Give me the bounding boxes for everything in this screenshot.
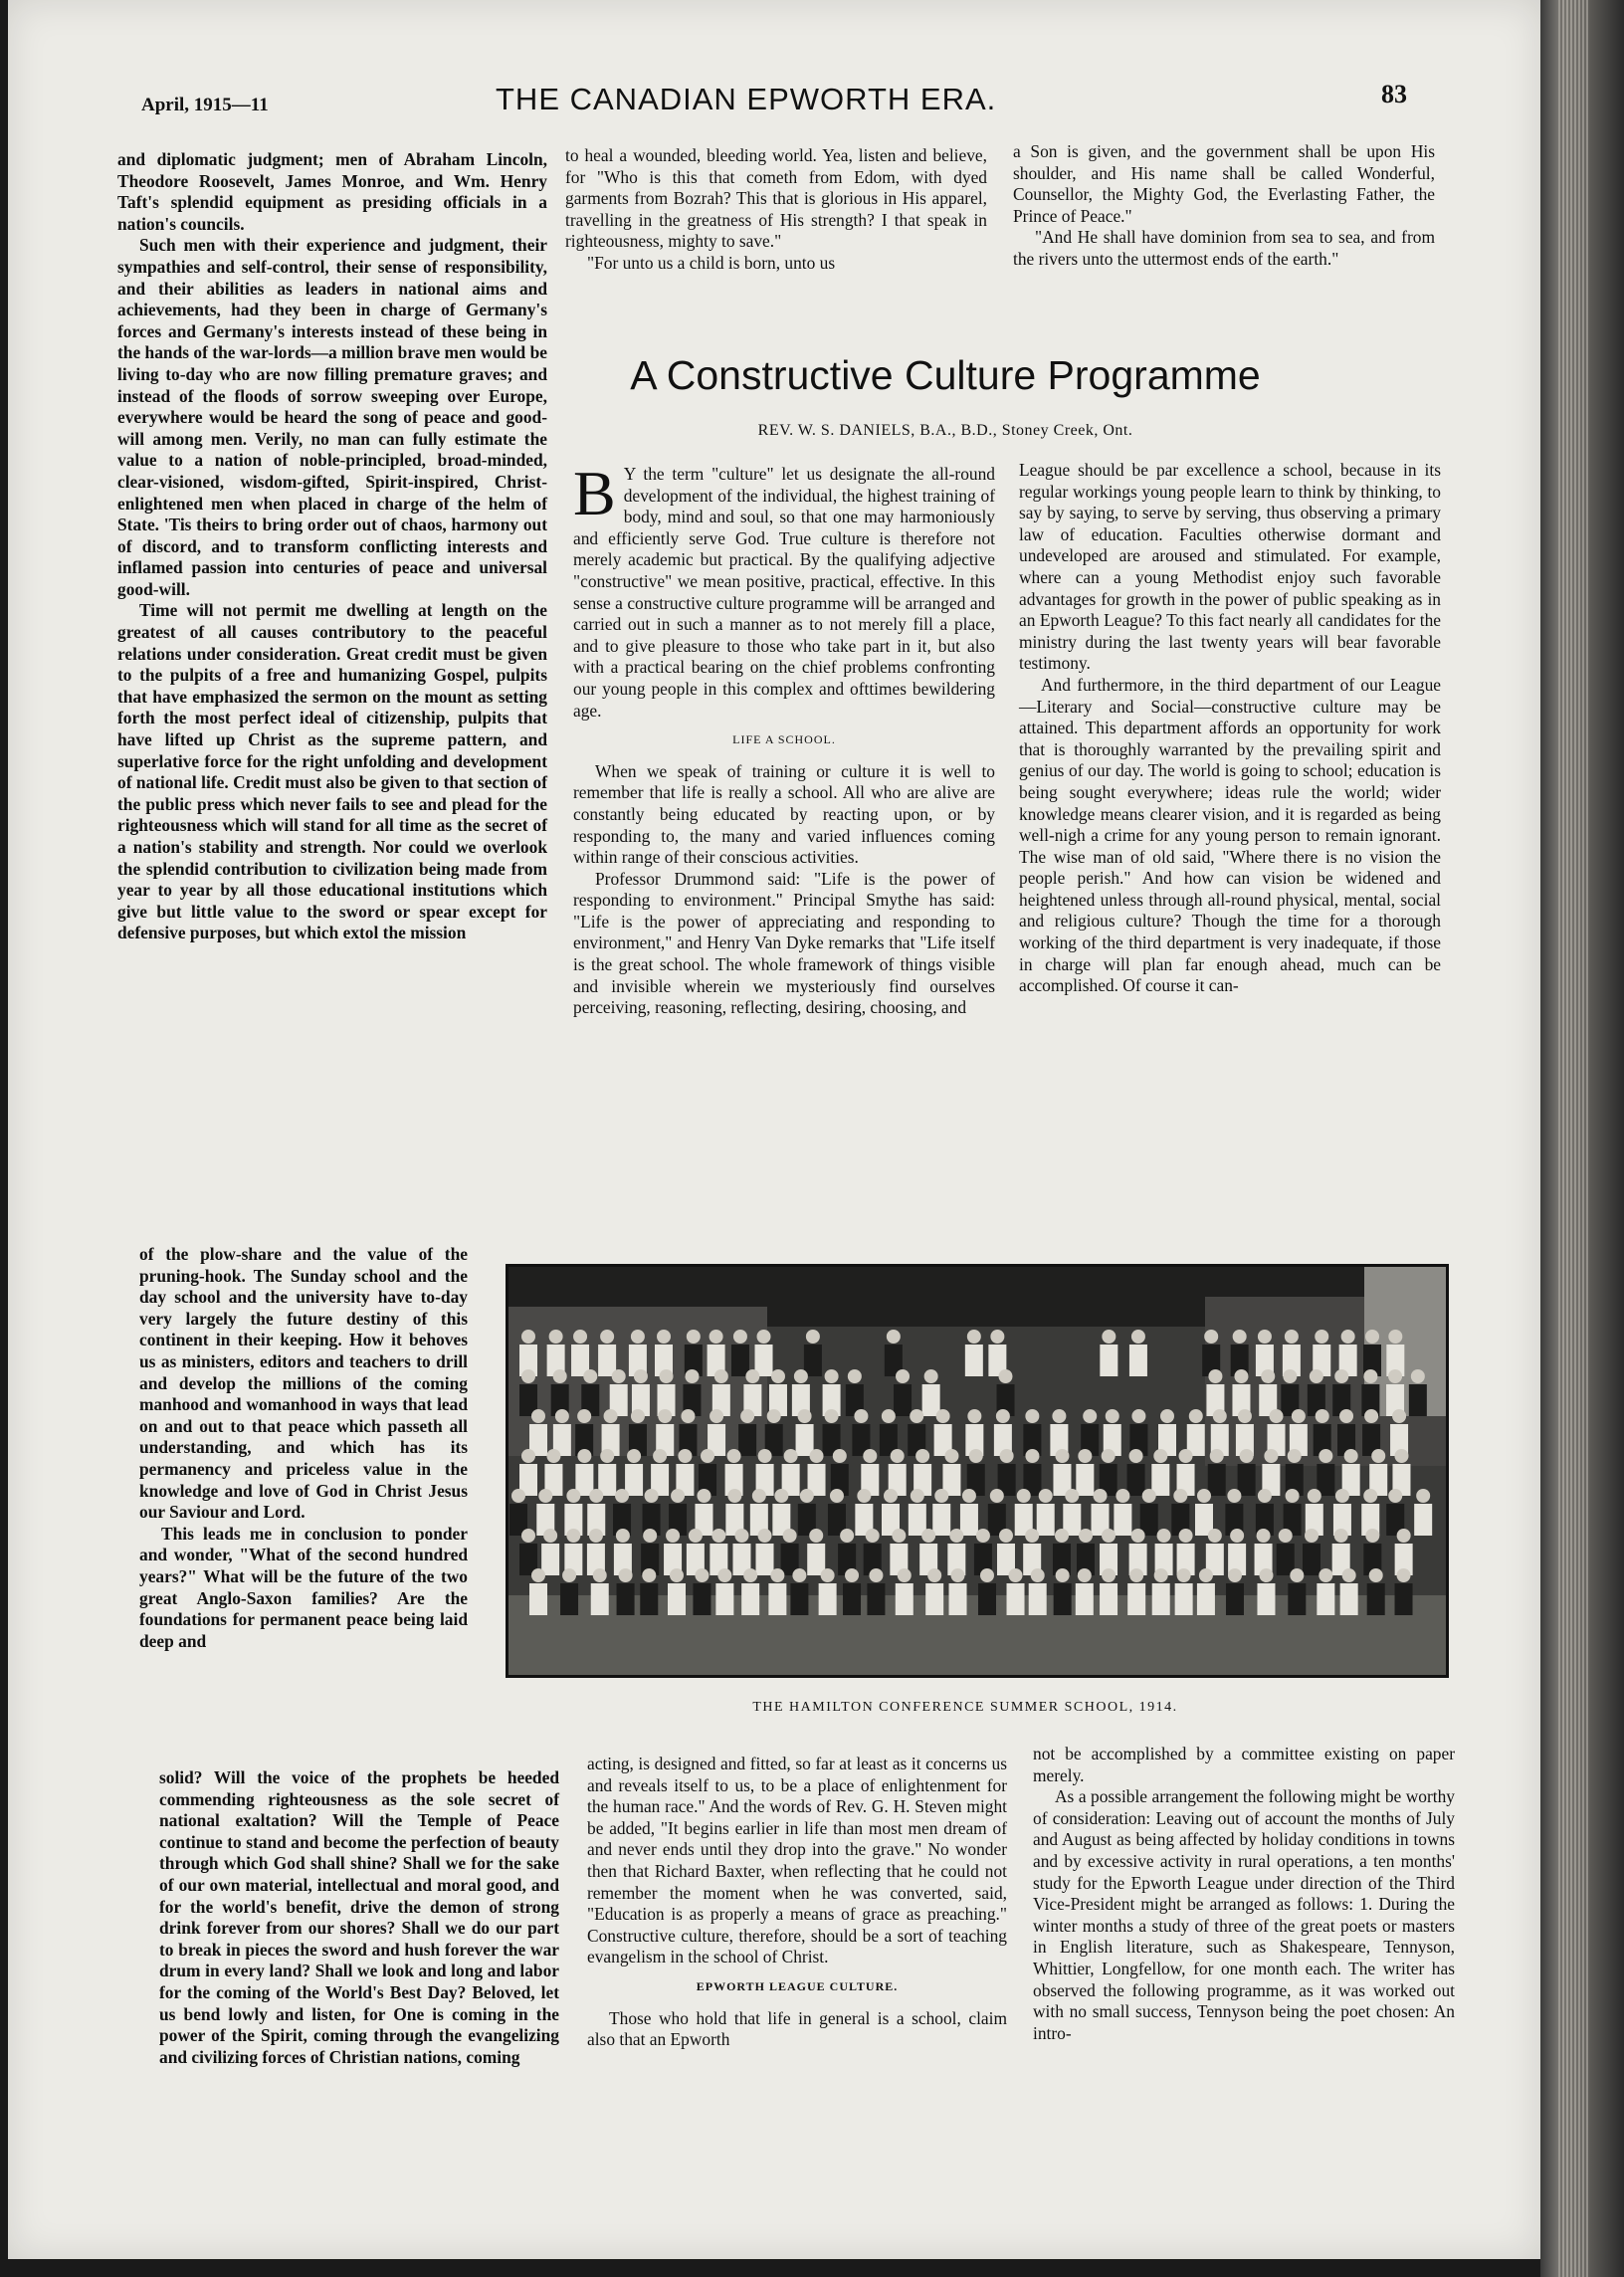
intro-text: Y the term "culture" let us designate the all-round development of the individual, the highest training of body, mind and soul, so that one may harmoniously and efficiently serve God. True culture is therefore not merely academic but practical. By the qualifying adjective "constructive" we mean positive, practical, effective. In this sense a constructive culture programme will be arranged and carried out in such a manner as to not merely fill a place, and to give pleasure to those who take part in it, but also with a practical bearing on the chief problems confronting our young people in this complex and ofttimes bewildering age. [573,464,995,721]
paragraph: and diplomatic judgment; men of Abraham Lincoln, Theodore Roosevelt, James Monroe, and Wm. Henry Taft's splendid equipment as presiding officials in a nation's councils. [117,149,547,234]
left-column-narrow [139,1244,468,1652]
issue-date: April, 1915—11 [141,95,269,115]
article-column-c [587,1754,1007,2051]
subheading: LIFE A SCHOOL. [732,732,836,747]
top-middle-column [565,145,987,275]
paragraph: Such men with their experience and judgment, their sympathies and self-control, their sense of responsibility, and their abilities as leaders in national aims and achievements, had they been in charge of Germany's forces and Germany's interests instead of these being in the hands of the war-lords—a million brave men would be living to-day who are now filling premature graves; and instead of the floods of sorrow sweeping over Europe, everywhere would be heard the song of peace and good-will among men. Verily, no man can fully estimate the value to a nation of noble-principled, broad-minded, clear-visioned, wisdom-gifted, Spirit-inspired, Christ-enlightened men when placed in charge of the helm of State. 'Tis theirs to bring order out of chaos, harmony out of discord, and to transform conflicting interests and inflamed passion into centuries of peace and universal good-will. [117,235,547,599]
article-column-d [1033,1744,1455,2044]
paragraph: to heal a wounded, bleeding world. Yea, listen and believe, for "Who is this that cometh from Edom, with dyed garments from Bozrah? This that is glorious in His apparel, travelling in the greatness of His strength? I that speak in righteousness, mighty to save." [565,145,987,252]
paragraph: Time will not permit me dwelling at length on the greatest of all causes contributory to the peaceful relations under consideration. Great credit must be given to the pulpits of a free and humanizing Gospel, pulpits that have emphasized the sermon on the mount as setting forth the most perfect ideal of citizenship, pulpits that have lifted up Christ as the supreme pattern, and superlative force for the right unfolding and development of national life. Credit must also be given to that section of the public press which never fails to see and plead for the righteousness which will stand for all time as the secret of a nation's stability and strength. Nor could we overlook the splendid contribution to civilization being made from year to year by all those educational institutions which give but little value to the sword or spear except for defensive purposes, but which extol the mission [117,600,547,943]
paragraph: Those who hold that life in general is a school, claim also that an Epworth [587,2007,1007,2050]
article-column-a [573,458,995,1019]
paragraph: "And He shall have dominion from sea to sea, and from the rivers unto the uttermost ends of the earth." [1013,227,1435,269]
paragraph: This leads me in conclusion to ponder and wonder, "What of the second hundred years?" What will be the future of the two great Anglo-Saxon families? Are the foundations for permanent peace being laid deep and [139,1523,468,1651]
paragraph: And furthermore, in the third department of our League—Literary and Social—constructive culture may be attained. This department affords an opportunity for work that is thoroughly warranted by the prevailing spirit and genius of our day. The world is going to school; education is being sought everywhere; ideas rule the world; wider knowledge means clearer vision, and it is regarded as being well-nigh a crime for any young person to remain ignorant. The wise man of old said, "Where there is no vision the people perish." And how can vision be widened and heightened unless through all-round physical, mental, social and religious culture? Though the time for a thorough working of the third department is very inadequate, if those in charge will plan far enough ahead, much can be accomplished. Of course it can- [1019,674,1441,996]
intro-paragraph [573,458,995,722]
book-spine [1540,0,1624,2277]
top-right-column [1013,141,1435,271]
group-photo [506,1264,1449,1678]
article-title: A Constructive Culture Programme [630,352,1261,398]
article-byline: REV. W. S. DANIELS, B.A., B.D., Stoney Creek, Ont. [757,422,1133,439]
paragraph: solid? Will the voice of the prophets be heeded commending righteousness as the sole secret of national exaltation? Will the Temple of Peace continue to stand and become the perfection of beauty through which God shall shine? Shall we for the sake of our own material, intellectual and moral good, and for the world's benefit, drive the demon of strong drink forever from our shores? Shall we do our part to break in pieces the sword and hush forever the war drum in every land? Shall we look and long and labor for the coming of the World's Best Day? Beloved, let us bend lowly and listen, for One is coming in the power of the Spirit, coming through the evangelizing and civilizing forces of Christian nations, coming [159,1767,559,2067]
page-number: 83 [1381,80,1407,108]
article-column-b [1019,460,1441,997]
paragraph: League should be par excellence a school, because in its regular workings young people learn to think by thinking, to say by saying, to serve by serving, thus observing a primary law of education. Faculties otherwise dormant and undeveloped are aroused and stimulated. For example, where can a young Methodist enjoy such favorable advantages for growth in the power of public speaking as in an Epworth League? To this fact nearly all candidates for the ministry during the last twenty years will bear favorable testimony. [1019,460,1441,674]
paragraph: acting, is designed and fitted, so far at least as it concerns us and reveals itself to us, to be a place of enlightenment for the human race." And the words of Rev. G. H. Steven might be added, "It begins earlier in life than most men dream of and never ends until they drop into the grave." No wonder then that Richard Baxter, when reflecting that he could not remember the moment when he was converted, said, "Education is as properly a means of grace as preaching." Constructive culture, therefore, should be a sort of teaching evangelism in the school of Christ. [587,1754,1007,1967]
paragraph: When we speak of training or culture it is well to remember that life is really a school. All who are alive are constantly being educated by reacting upon, or by responding to, the many and varied influences coming within range of their conscious activities. [573,760,995,868]
paragraph: a Son is given, and the government shall be upon His shoulder, and His name shall be called Wonderful, Counsellor, the Mighty God, the Everlasting Father, the Prince of Peace." [1013,141,1435,226]
paragraph: Professor Drummond said: "Life is the power of responding to environment." Principal Smythe has said: "Life is the power of appreciating and responding to environment," and Henry Van Dyke remarks that "Life itself is the great school. The whole framework of things visible and invisible wherein we mysteriously find ourselves perceiving, reasoning, reflecting, desiring, choosing, and [573,868,995,1018]
left-column-bottom [159,1767,559,2068]
paragraph: of the plow-share and the value of the pruning-hook. The Sunday school and the day school and the university have to-day very largely the future destiny of this continent in their keeping. How it behoves us as ministers, editors and teachers to drill and develop the millions of the coming manhood and womanhood in ways that lead on and out to that peace which passeth all understanding, and which has its permanency and priceless value in the knowledge and love of God in Christ Jesus our Saviour and Lord. [139,1244,468,1523]
photo-caption: THE HAMILTON CONFERENCE SUMMER SCHOOL, 1914. [752,1700,1178,1715]
subheading: EPWORTH LEAGUE CULTURE. [696,1978,899,1993]
group-photo-image [508,1267,1446,1675]
masthead: THE CANADIAN EPWORTH ERA. [496,82,997,116]
page-edges [1558,0,1588,2277]
drop-cap: B [573,458,616,528]
paragraph: not be accomplished by a committee existing on paper merely. [1033,1744,1455,1785]
paragraph: "For unto us a child is born, unto us [587,252,836,273]
left-column-top [117,149,547,944]
paragraph: As a possible arrangement the following might be worthy of consideration: Leaving out of account the months of July and August as being affected by holiday conditions in towns and by excessive activity in rural operations, a ten months' study for the Epworth League under direction of the Third Vice-President might be arranged as follows: 1. During the winter months a study of three of the great poets or masters in English literature, such as Shakespeare, Tennyson, Whittier, Longfellow, for one month each. The writer has observed the following programme, as it was worked out with no small success, Tennyson being the poet chosen: An intro- [1033,1786,1455,2043]
